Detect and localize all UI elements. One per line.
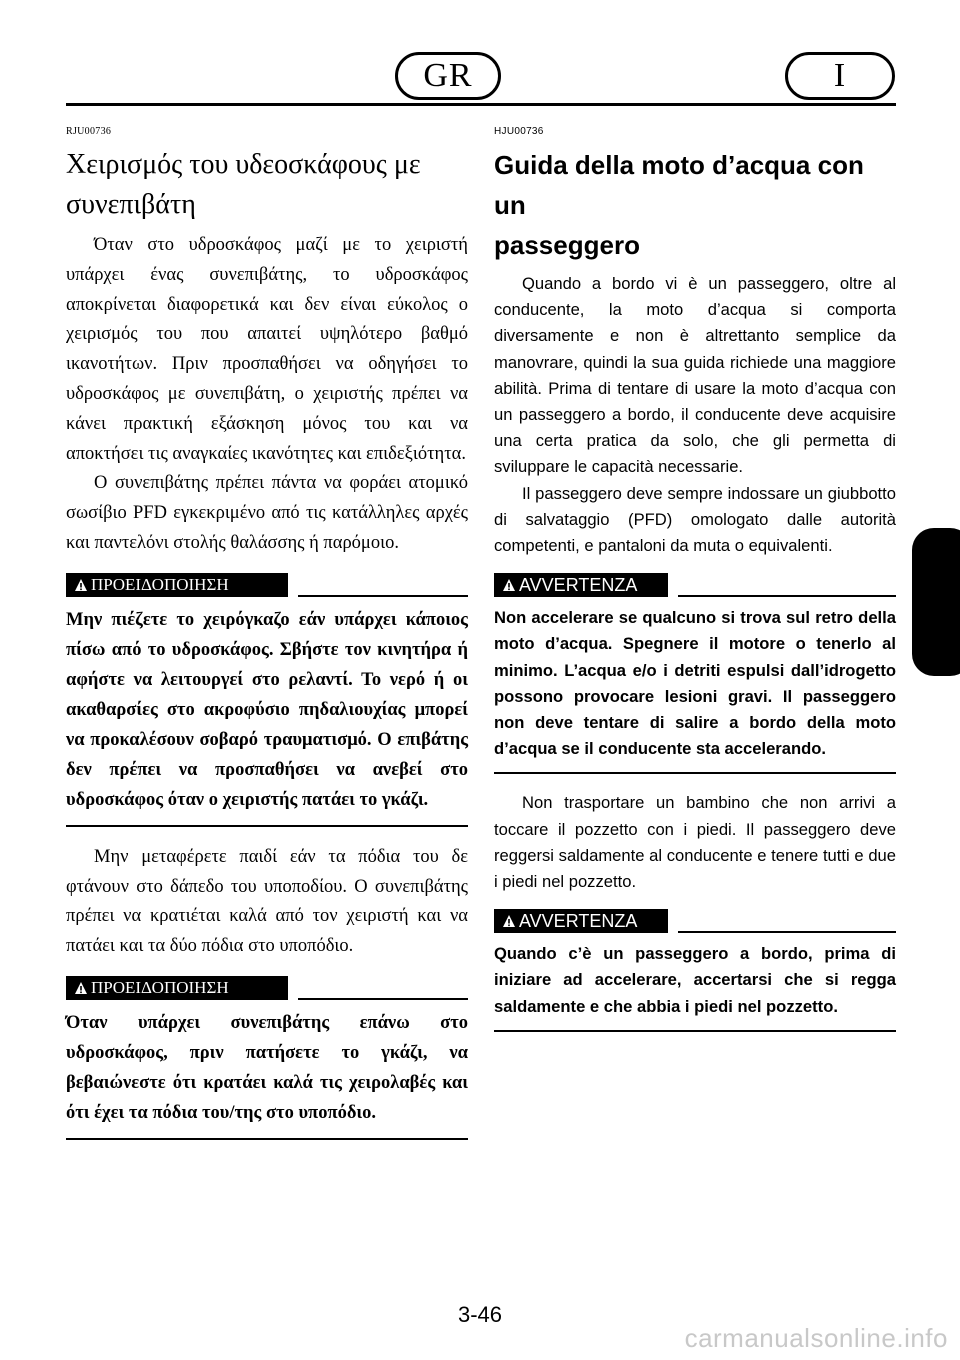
warning-block-1 [494, 573, 896, 774]
paragraph-3: Μην μεταφέρετε παιδί εάν τα πόδια του δε φτάνουν στο δάπεδο του υποποδίου. Ο συνεπιβάτης πρέπει να κρατιέται καλά από τον χειριστή και να πατάει και τα δύο πόδια στο υποπόδιο. [66, 846, 468, 957]
section-code: RJU00736 [66, 126, 112, 137]
warning-label-text: AVVERTENZA [519, 574, 638, 595]
warning-triangle-icon [74, 578, 88, 592]
warning-block-2 [494, 909, 896, 1032]
paragraph-1: Όταν στο υδροσκάφος μαζί με το χειριστή υπάρχει ένας συνεπιβάτης, το υδροσκάφος αποκρίνεται διαφορετικά και δεν είναι εύκολος ο χειρισμός του που απαιτεί υψηλότερο βαθμό ικανοτήτων. Πριν προσπαθήσει να οδηγήσει το υδροσκάφος με συνεπιβάτη, ο χειριστής πρέπει να κάνει πρακτική εξάσκηση μόνος του και να αποκτήσει τις αναγκαίες ικανότητες και επιδεξιότητα. [66, 235, 468, 464]
section-title [66, 145, 468, 225]
warning-label [494, 573, 668, 597]
warning-text: Όταν υπάρχει συνεπιβάτης επάνω στο υδροσκάφος, πριν πατήσετε το γκάζι, να βεβαιώνεστε ότι κρατάει καλά τις χειρολαβές και ότι έχει τα πόδια του/της στο υποπόδιο. [66, 1000, 468, 1140]
title-line-2: συνεπιβάτη [66, 189, 196, 220]
warning-rule [298, 595, 468, 597]
section-code: HJU00736 [494, 126, 544, 137]
warning-block-1 [66, 573, 468, 827]
language-tag-italian: I [785, 52, 895, 100]
paragraph-2: Ο συνεπιβάτης πρέπει πάντα να φοράει ατομικό σωσίβιο PFD εγκεκριμένο από τις κατάλληλες αρχές και παντελόνι στολής θαλάσσης ή παρόμοιο. [66, 473, 468, 553]
warning-triangle-icon [74, 981, 88, 995]
paragraph-3: Non trasportare un bambino che non arrivi a toccare il pozzetto con i piedi. Il passeggero deve reggersi saldamente al conducente e tenere tutti e due i piedi nel pozzetto. [494, 793, 896, 892]
warning-rule [298, 998, 468, 1000]
warning-label-text: ΠΡΟΕΙΔΟΠΟΙΗΣΗ [91, 977, 229, 997]
header-rule [66, 103, 896, 106]
language-tag-greek: GR [395, 52, 501, 100]
warning-triangle-icon [502, 578, 516, 592]
watermark-link[interactable]: carmanualsonline.info [684, 1323, 948, 1353]
page-number: 3-46 [457, 1302, 503, 1327]
warning-rule [678, 931, 896, 933]
title-line-1: Guida della moto d’acqua con un [494, 150, 864, 220]
title-line-2: passeggero [494, 230, 640, 260]
warning-label-text: ΠΡΟΕΙΔΟΠΟΙΗΣΗ [91, 574, 229, 594]
warning-text: Μην πιέζετε το χειρόγκαζο εάν υπάρχει κάποιος πίσω από το υδροσκάφος. Σβήστε τον κινητήρα ή αφήστε να λειτουργεί στο ρελαντί. Το νερό ή οι ακαθαρσίες στο ακροφύσιο πηδαλιουχίας μπορεί να προκαλέσουν σοβαρό τραυματισμό. Ο επιβάτης δεν πρέπει να προσπαθήσει να ανεβεί στο υδροσκάφος όταν ο χειριστής πατάει το γκάζι. [66, 597, 468, 827]
title-line-1: Χειρισμός του υδεοσκάφους με [66, 149, 421, 180]
warning-label [494, 909, 668, 933]
warning-label [66, 976, 288, 1000]
section-title [494, 145, 896, 265]
warning-rule [678, 595, 896, 597]
italian-column [494, 118, 896, 1032]
warning-text: Quando c’è un passeggero a bordo, prima di iniziare ad accelerare, accertarsi che si regga saldamente e che abbia i piedi nel pozzetto. [494, 933, 896, 1032]
greek-column [66, 118, 468, 1140]
chapter-side-tab [912, 528, 960, 676]
paragraph-2: Il passeggero deve sempre indossare un giubbotto di salvataggio (PFD) omologato dalle autorità competenti, e pantaloni da muta o equivalenti. [494, 483, 896, 556]
warning-block-2 [66, 976, 468, 1140]
warning-label [66, 573, 288, 597]
warning-triangle-icon [502, 914, 516, 928]
warning-label-text: AVVERTENZA [519, 910, 638, 931]
paragraph-1: Quando a bordo vi è un passeggero, oltre al conducente, la moto d’acqua si comporta diversamente e non è altrettanto semplice da manovrare, quindi la sua guida richiede una maggiore abilità. Prima di tentare di usare la moto d’acqua con un passeggero a bordo, il conducente deve acquisire una certa pratica da solo, che gli permetta di sviluppare le capacità necessarie. [494, 274, 896, 477]
warning-text: Non accelerare se qualcuno si trova sul retro della moto d’acqua. Spegnere il motore o tenerlo al minimo. L’acqua e/o i detriti espulsi dall’idrogetto possono provocare lesioni gravi. Il passeggero non deve tentare di salire a bordo della moto d’acqua se il conducente sta accelerando. [494, 597, 896, 774]
